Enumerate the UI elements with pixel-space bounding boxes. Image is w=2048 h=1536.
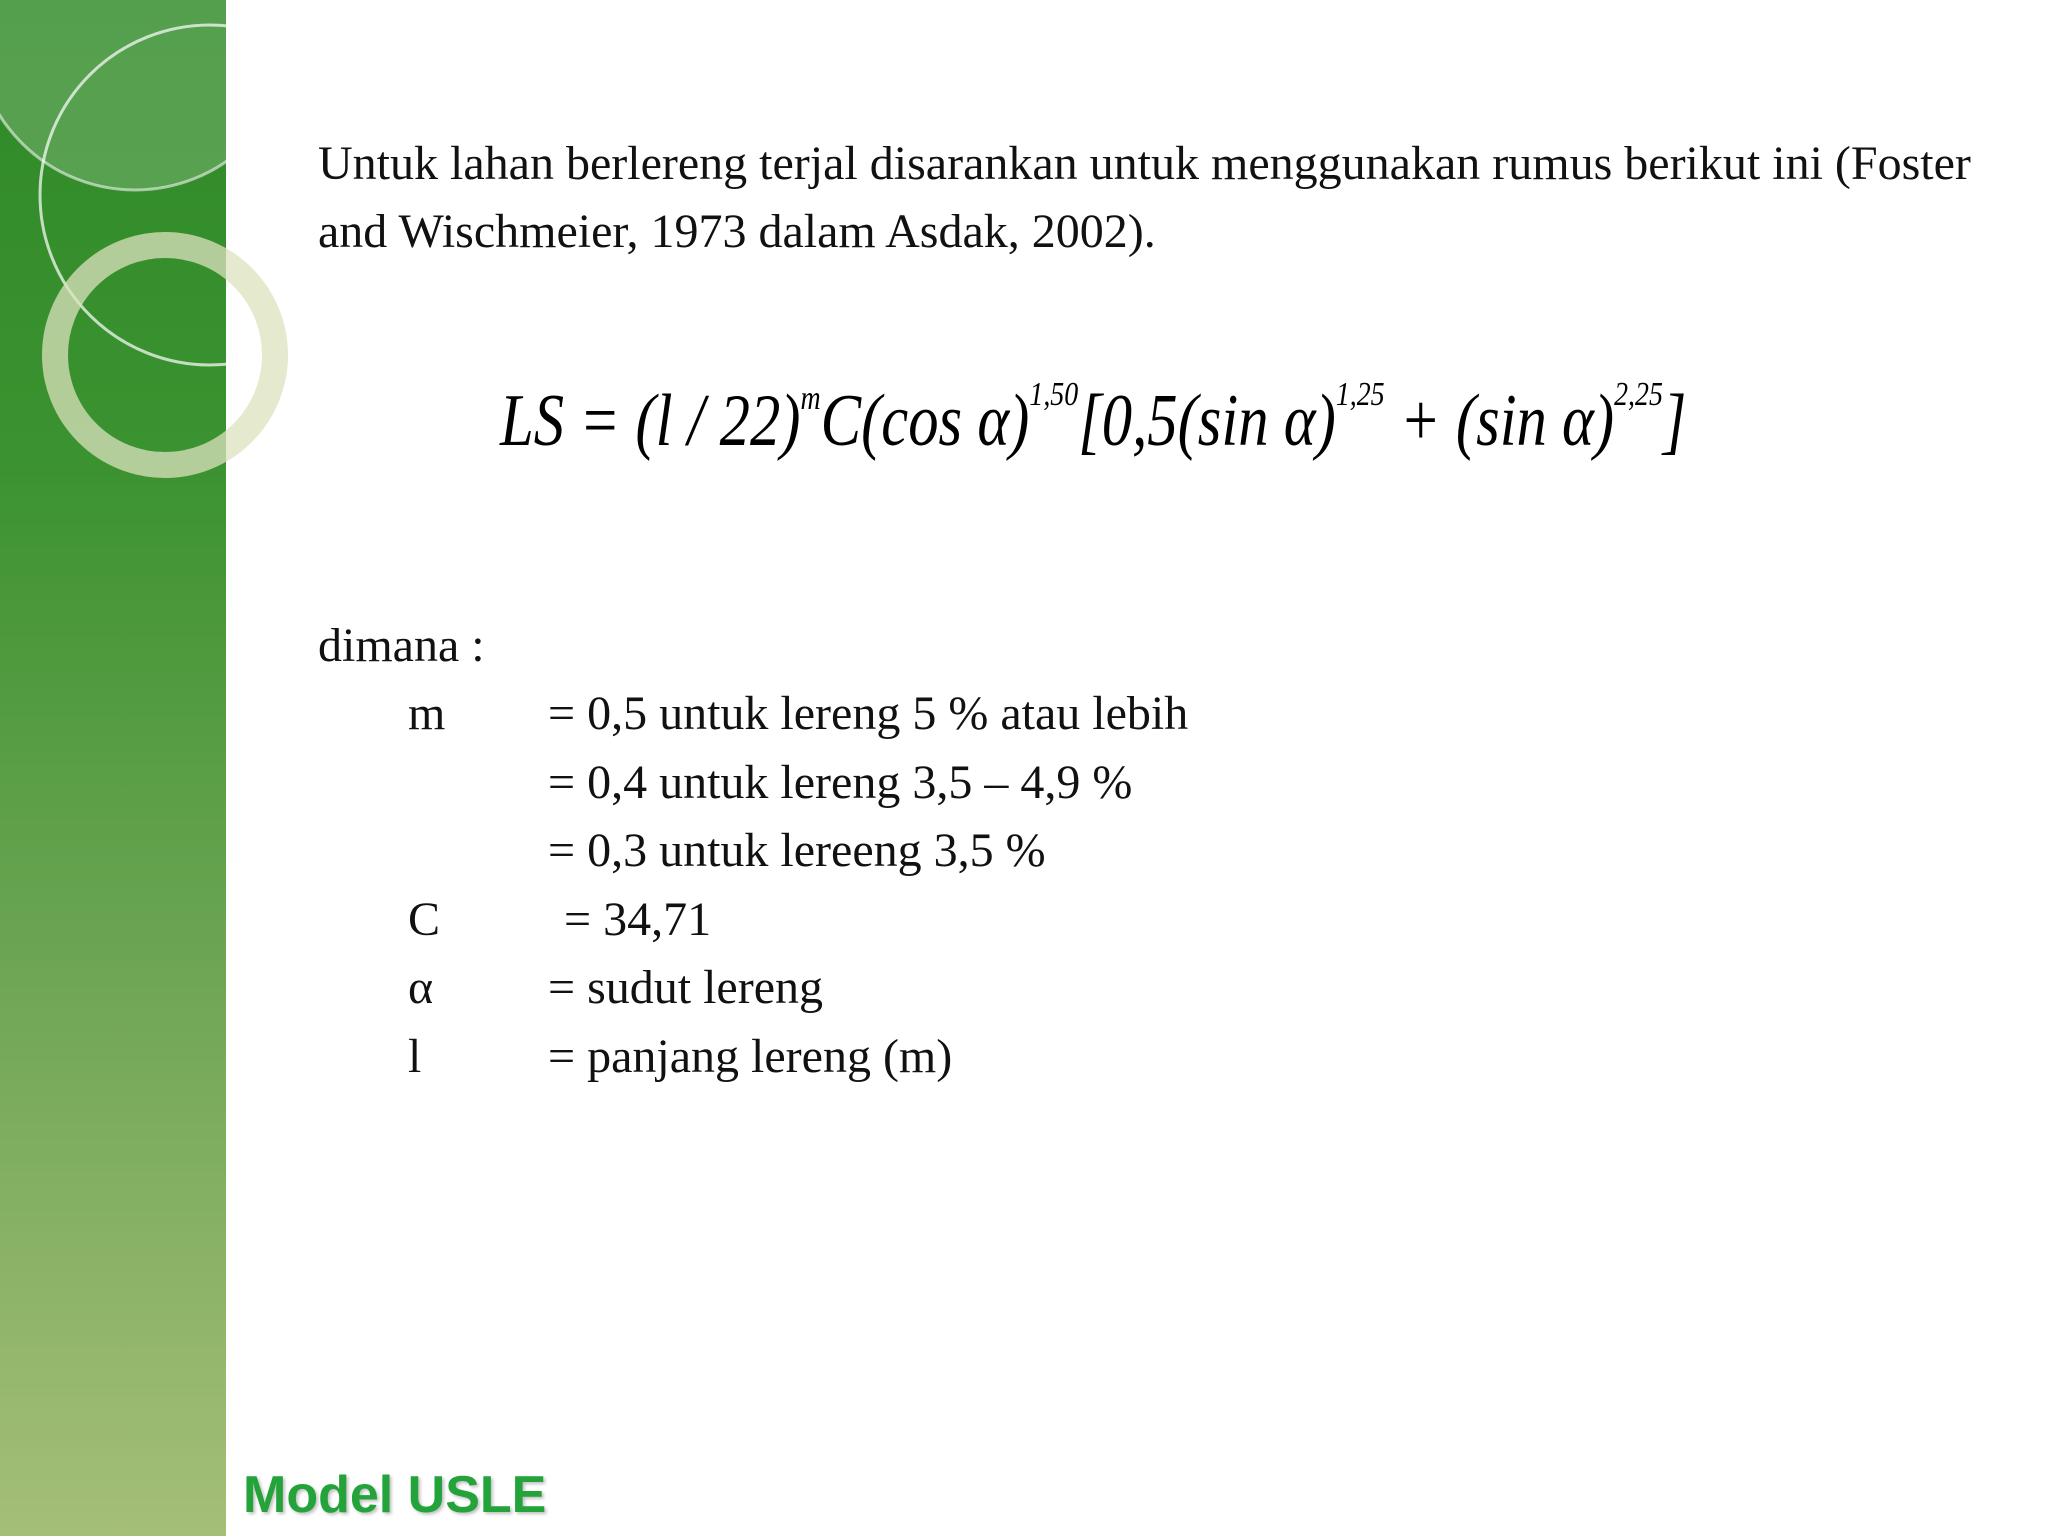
dimana-label: dimana : [318, 619, 485, 672]
formula-part2: C(cos α) [820, 379, 1030, 462]
definition-row [408, 1023, 1188, 1092]
formula-exp4: 2,25 [1614, 374, 1663, 413]
definition-row [408, 680, 1188, 749]
formula-exp2: 1,50 [1029, 374, 1079, 413]
definition-symbol: l [408, 1029, 422, 1083]
definition-row [408, 749, 1188, 818]
formula-exp1: m [800, 378, 821, 417]
definition-value: = 0,5 untuk lereng 5 % atau lebih [548, 687, 1189, 740]
definition-row [408, 886, 1188, 955]
intro-paragraph: Untuk lahan berlereng terjal disarankan untuk menggunakan rumus berikut ini (Foster and Wischmeier, 1973 dalam Asdak, 2002). [318, 137, 1971, 258]
formula-lhs: LS = [500, 379, 636, 462]
formula-part4: + (sin α) [1384, 379, 1615, 462]
definition-symbol: m [408, 687, 446, 740]
definition-row [408, 817, 1188, 886]
definition-symbol [408, 817, 548, 886]
definition-value: = sudut lereng [548, 961, 824, 1014]
definition-symbol: α [408, 961, 434, 1014]
definition-value: = panjang lereng (m) [548, 1029, 953, 1083]
definitions-list [408, 680, 1188, 1091]
formula-part1: (l / 22) [635, 379, 801, 462]
definition-row [408, 954, 1188, 1023]
svg-text:LS = (l / 22)mC(cos α)1,50[0,5 [499, 374, 1686, 461]
formula-part3: [0,5(sin α) [1078, 379, 1336, 462]
formula-exp3: 1,25 [1335, 374, 1385, 413]
definition-value: = 0,4 untuk lereng 3,5 – 4,9 % [548, 755, 1133, 809]
formula-part5: ] [1662, 379, 1687, 462]
slide-footer-title: Model USLE [243, 1466, 547, 1524]
definition-value: = 34,71 [564, 892, 712, 946]
definition-symbol [408, 749, 548, 818]
ls-formula [500, 345, 1687, 475]
definition-symbol: C [408, 892, 441, 946]
definition-value: = 0,3 untuk lereeng 3,5 % [548, 824, 1046, 877]
